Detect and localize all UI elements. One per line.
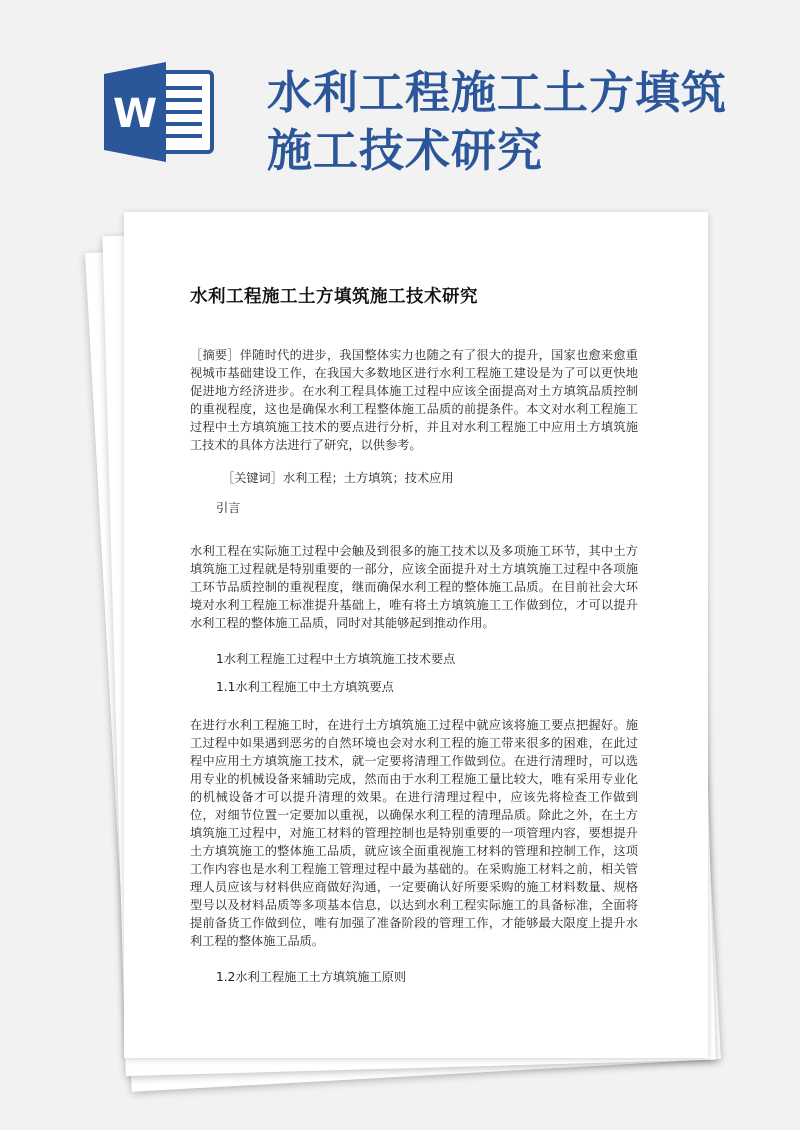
- header-title-line-2: 施工技术研究: [267, 124, 544, 177]
- intro-paragraph: 水利工程在实际施工过程中会触及到很多的施工技术以及多项施工环节，其中土方填筑施工过程就是特别重要的一部分，应该全面提升对土方填筑施工过程中各项施工环节品质控制的重视程度，继而确保水利工程的整体施工品质。在目前社会大环境对水利工程施工标准提升基础上，唯有将土方填筑施工工作做到位，才可以提升水利工程的整体施工品质，同时对其能够起到推动作用。: [190, 544, 638, 630]
- section-heading-1-1: 1.1水利工程施工中土方填筑要点: [216, 680, 394, 694]
- word-logo-letter: W: [112, 91, 158, 137]
- document-title: 水利工程施工土方填筑施工技术研究: [190, 287, 478, 307]
- keywords-line: ［关键词］水利工程；土方填筑；技术应用: [222, 471, 454, 485]
- document-page: [124, 212, 708, 1058]
- section-heading-1-2: 1.2水利工程施工土方填筑施工原则: [216, 970, 407, 984]
- word-document-icon: [104, 62, 216, 162]
- intro-heading: 引言: [216, 501, 241, 515]
- header-title: [267, 64, 787, 180]
- abstract-paragraph: ［摘要］伴随时代的进步，我国整体实力也随之有了很大的提升，国家也愈来愈重视城市基础建设工作，在我国大多数地区进行水利工程施工建设是为了可以更快地促进地方经济进步。在水利工程具体施工过程中应该全面提高对土方填筑品质控制的重视程度，这也是确保水利工程整体施工品质的前提条件。本文对水利工程施工过程中土方填筑施工技术的要点进行分析，并且对水利工程施工中应用土方填筑施工技术的具体方法进行了研究，以供参考。: [190, 348, 638, 452]
- header-title-line-1: 水利工程施工土方填筑: [267, 66, 728, 119]
- section-heading-1: 1水利工程施工过程中土方填筑施工技术要点: [216, 652, 456, 666]
- section-1-1-paragraph: 在进行水利工程施工时，在进行土方填筑施工过程中就应该将施工要点把握好。施工过程中如果遇到恶劣的自然环境也会对水利工程的施工带来很多的困难，在此过程中应用土方填筑施工技术，就一定要将清理工作做到位。在进行清理时，可以选用专业的机械设备来辅助完成，然而由于水利工程施工量比较大，唯有采用专业化的机械设备才可以提升清理的效果。在进行清理过程中，应该先将检查工作做到位，对细节位置一定要加以重视，以确保水利工程的清理品质。除此之外，在土方填筑施工过程中，对施工材料的管理控制也是特别重要的一项管理内容，要想提升土方填筑施工的整体施工品质，就应该全面重视施工材料的管理和控制工作，这项工作内容也是水利工程施工管理过程中最为基础的。在采购施工材料之前，相关管理人员应该与材料供应商做好沟通，一定要确认好所要采购的施工材料数量、规格型号以及材料品质等多项基本信息，以达到水利工程实际施工的具备标准，全面将提前备货工作做到位，唯有加强了准备阶段的管理工作，才能够最大限度上提升水利工程的整体施工品质。: [190, 718, 638, 948]
